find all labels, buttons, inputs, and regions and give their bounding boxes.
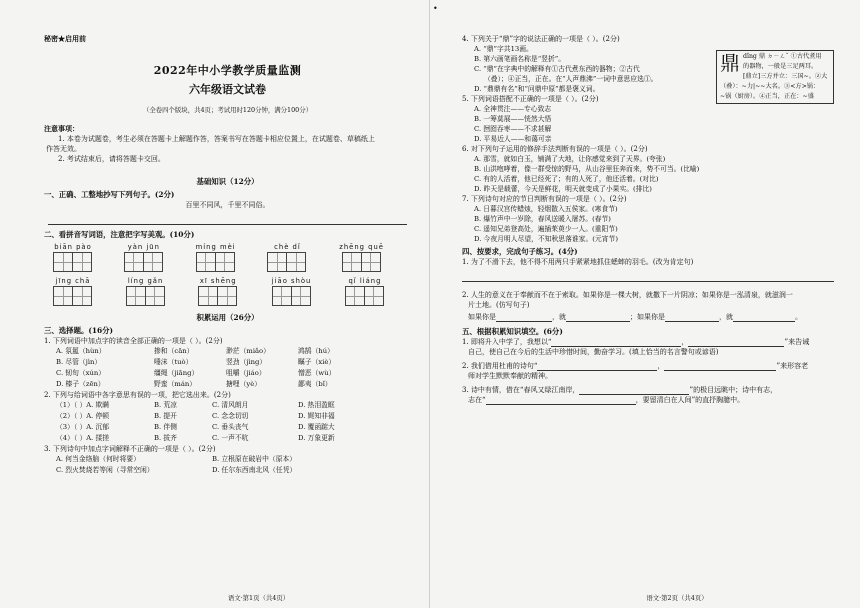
option-row: （3）（ ）A. 沉郁 B. 伴侧 C. 垂头丧气 D. 覆函踮大 [56,423,335,431]
option: B. 一筹莫展——恍然大悟 [474,115,552,123]
exam-info: （全卷四个版块，共4页；考试用时120分钟，满分100分） [142,106,313,114]
blank[interactable] [551,338,681,347]
option: A. 日暮汉宫传蜡烛，轻烟散入五侯家。(寒食节) [474,205,618,213]
option: B. 第六画笔画名称是“竖折”。 [474,55,566,63]
sentence-2-cont: 片土地。(仿写句子) [468,301,530,309]
exam-subtitle: 六年级语文试卷 [189,83,266,96]
q3-1: 1. 下列词语中加点字的读音全部正确的一项是（ ）。(2分) [44,337,223,345]
page-footer: 语文·第2页（共4页） [646,594,708,602]
option: A. 全神贯注——专心致志 [474,105,552,113]
option-row: （4）（ ）A. 揉搓 B. 拔齐 C. 一声不吭 D. 万象更新 [56,434,335,442]
fill-1: 1. 即将升入中学了，我想以“ ， ”来告诫 [462,338,810,346]
pinyin-item: chè dǐ [268,242,306,272]
dictionary-box: 鼎 dǐng 鼎 ㄉㄧㄥˇ ①古代煮用 的器物，一般是三足两耳。 [鼎立]三方并立：三国~。②大 （叠）：~力|~~大名。③<方>锅： ~锅（厨房）。④正当，正在：~盛 [716,50,834,104]
pinyin-item: jiāo shòu [272,276,312,306]
option: D. 今夜月明人尽望，不知秋思落谁家。(元宵节) [474,235,618,243]
pinyin-item: biān pào [54,242,92,272]
q1-heading: 一、正确、工整地抄写下列句子。(2分) [44,190,175,199]
option: C. 囫囵吞枣——不求甚解 [474,125,552,133]
option-row: C. 韧旬（xún） 缰绳（jiāng） 咀嚼（jiáo） 憎恶（wù） [56,369,336,377]
writing-boxes[interactable] [197,252,235,272]
option-row: D. 榛子（zēn） 野蛮（mán） 搪哩（yè） 鄙夷（bǐ） [56,380,332,388]
dict-character: 鼎 [720,51,740,75]
option-row: （2）（ ）A. 停顿 B. 提开 C. 念念切切 D. 娓知非福 [56,412,335,420]
note-1: 1. 本卷为试题卷，考生必须在答题卡上解题作答，答案书写在答题卡相应位置上，在试题卷、草稿纸上 [58,135,375,143]
fill-2-cont: 师对学生默默奉献的精神。 [468,372,552,380]
fill-3: 3. 诗中有情，借在“春风又绿江南岸， ”的极目远眺中；诗中有志， [462,386,778,394]
option-row: C. 烈火焚烧若等闲（寻常空闲） D. 任尔东西南北风（任凭） [56,466,297,474]
option: D. 平易近人——和蔼可亲 [474,135,552,143]
page-2 [430,0,860,608]
writing-boxes[interactable] [199,286,237,306]
secret-mark: 秘密★启用前 [44,34,86,43]
q6: 6. 对下列句子运用的修辞手法判断有误的一项是（ ）。(2分) [462,145,648,153]
pinyin-row-1 [54,242,384,272]
q3-heading: 三、选择题。(16分) [44,326,114,335]
sentence-2: 2. 人生的意义在于奉献而不在于索取。如果你是一棵大树，就撒下一片阴凉；如果你是一泓清泉，就滋润一 [462,291,793,299]
q3-2: 2. 下列与给词语中各字意思有误的一项，把它选出来。(2分) [44,391,231,399]
blank[interactable] [688,338,784,347]
note-1-cont: 作答无效。 [46,145,81,153]
q1-answer-line[interactable] [48,216,407,225]
pinyin-row-2 [54,276,384,306]
sentence-1-answer-line[interactable] [462,273,834,282]
option-row: A. 氛氲（hùn） 掺和（cān） 渺茫（miǎo） 鸿鹄（hú） [56,347,334,355]
fold-mark: • [433,4,438,13]
fill-1-cont: 自己，使自己在今后的生活中珍惜时间，勤奋学习。(填上恰当的名言警句或谚语) [468,348,719,356]
page-footer: 语文·第1页（共4页） [227,594,290,602]
option-row: A. 何当金络脑（何时将要） B. 立根原在破岩中（原本） [56,455,297,463]
writing-boxes[interactable] [54,252,92,272]
pinyin-item: líng gǎn [127,276,165,306]
section-use: 积累运用（26分） [196,313,259,322]
writing-boxes[interactable] [346,286,384,306]
writing-boxes[interactable] [125,252,163,272]
writing-boxes[interactable] [127,286,165,306]
section-5-heading: 五、根据积累知识填空。(6分) [462,327,563,336]
blank[interactable] [733,313,795,322]
option: B. 山洪咆哮着，像一群受惊的野马，从山谷里狂奔而来，势不可当。(比喻) [474,165,700,173]
blank[interactable] [486,396,636,405]
writing-boxes[interactable] [268,252,306,272]
fill-2: 2. 我们借用杜甫的诗句“ ， ”来形容老 [462,362,809,370]
blank[interactable] [579,386,689,395]
option-row: （1）（ ）A. 欺瞒 B. 荒凉 C. 清风朗月 D. 热泪盈眶 [56,401,335,409]
option: D. 昨天是载蕾，今天是鲜花，明天就变成了小果实。(排比) [474,185,652,193]
q1-text: 百里不同风，千里不同俗。 [185,201,270,209]
writing-boxes[interactable] [273,286,311,306]
fill-3-cont: 志在“ ，要留清白在人间”的直抒胸臆中。 [468,396,745,404]
option: A. 那雪，就如白玉，铺满了大地，让你感觉来到了天界。(夸张) [474,155,666,163]
sentence-2-blanks: 如果你是 ，就 ；如果你是 ，就 。 [468,313,802,321]
blank[interactable] [496,313,552,322]
blank[interactable] [665,313,719,322]
q3-3: 3. 下列诗句中加点字词解释不正确的一项是（ ）。(2分) [44,445,216,453]
q4: 4. 下列关于“鼎”字的说法正确的一项是（ ）。(2分) [462,35,620,43]
pinyin-item: míng mèi [196,242,236,272]
option: A. “鼎”字共13画。 [474,45,533,53]
exam-title: 2022年中小学教学质量监测 [153,64,302,77]
option: C. 遥知兄弟登高处，遍插茱萸少一人。(重阳节) [474,225,618,233]
section-basic: 基础知识（12分） [196,177,259,186]
option-row: B. 尽管（jìn） 唾沫（tuò） 竖劲（jìng） 瞩子（xiè） [56,358,336,366]
option: D. “鼎鼎有名”和“问鼎中原”都是褒义词。 [474,85,600,93]
blank[interactable] [537,362,657,371]
pinyin-item: xī shēng [199,276,237,306]
notes-heading: 注意事项： [44,124,79,133]
q7: 7. 下列诗句对应的节日判断有误的一项是（ ）。(2分) [462,195,627,203]
pinyin-item: jīng chā [54,276,92,306]
pinyin-item: yàn jūn [125,242,163,272]
option: B. 爆竹声中一岁除，春风送暖入屠苏。(春节) [474,215,611,223]
q2-heading: 二、看拼音写词语，注意把字写美观。(10分) [44,230,195,239]
blank[interactable] [664,362,776,371]
writing-boxes[interactable] [343,252,381,272]
option-cont: （叠）；④正当，正在。在“人声鼎沸”一词中意思应选①。 [484,75,658,83]
writing-boxes[interactable] [54,286,92,306]
section-4-heading: 四、按要求，完成句子练习。(4分) [462,247,578,256]
blank[interactable] [566,313,630,322]
pinyin-item: qǐ liáng [346,276,384,306]
option: C. 有的人活着，他已经死了；有的人死了，他还活着。(对比) [474,175,659,183]
q5: 5. 下列词语搭配不正确的一项是（ ）。(2分) [462,95,599,103]
pinyin-item: zhēng quē [339,242,384,272]
note-2: 2. 考试结束后，请将答题卡交回。 [58,155,165,163]
option: C. “鼎”在字典中的解释有①古代煮东西的器物；②古代 [474,65,640,73]
sentence-1: 1. 为了不滑下去，他不得不用两只手紧紧地抓住蟋蟀的羽毛。(改为肯定句) [462,258,694,266]
